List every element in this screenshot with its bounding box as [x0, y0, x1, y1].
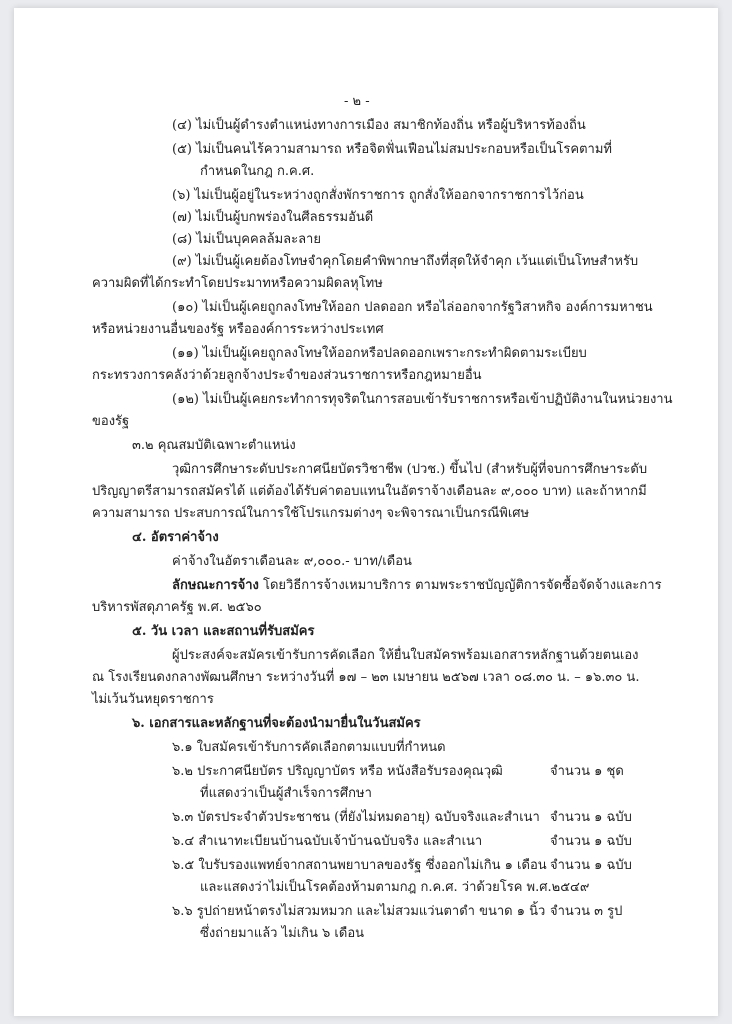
- qualification-11-cont: กระทรวงการคลังว่าด้วยลูกจ้างประจำของส่วนราชการหรือกฎหมายอื่น: [92, 368, 482, 383]
- qualification-12-cont: ของรัฐ: [92, 414, 130, 429]
- document-2-cont: ที่แสดงว่าเป็นผู้สำเร็จการศึกษา: [200, 786, 372, 801]
- qualification-9: (๙) ไม่เป็นผู้เคยต้องโทษจำคุกโดยคำพิพากษาถึงที่สุดให้จำคุก เว้นแต่เป็นโทษสำหรับ: [172, 254, 639, 269]
- employment-nature-cont: บริหารพัสดุภาครัฐ พ.ศ. ๒๕๖๐: [92, 600, 262, 615]
- specific-line-1: วุฒิการศึกษาระดับประกาศนียบัตรวิชาชีพ (ปวช.) ขึ้นไป (สำหรับผู้ที่จบการศึกษาระดับ: [172, 462, 648, 477]
- document-6-amount: จำนวน ๓ รูป: [550, 904, 623, 919]
- application-line-1: ผู้ประสงค์จะสมัครเข้ารับการคัดเลือก ให้ยื่นใบสมัครพร้อมเอกสารหลักฐานด้วยตนเอง: [172, 648, 639, 663]
- document-6: ๖.๖ รูปถ่ายหน้าตรงไม่สวมหมวก และไม่สวมแว่นตาดำ ขนาด ๑ นิ้ว: [172, 904, 546, 919]
- document-5-cont: และแสดงว่าไม่เป็นโรคต้องห้ามตามกฎ ก.ค.ศ. ว่าด้วยโรค พ.ศ.๒๕๔๙: [200, 880, 590, 895]
- page-number: - ๒ -: [344, 94, 370, 109]
- qualification-4: (๔) ไม่เป็นผู้ดำรงตำแหน่งทางการเมือง สมาชิกท้องถิ่น หรือผู้บริหารท้องถิ่น: [172, 118, 586, 133]
- qualification-6: (๖) ไม่เป็นผู้อยู่ในระหว่างถูกสั่งพักราชการ ถูกสั่งให้ออกจากราชการไว้ก่อน: [172, 188, 584, 203]
- qualification-10: (๑๐) ไม่เป็นผู้เคยถูกลงโทษให้ออก ปลดออก หรือไล่ออกจากรัฐวิสาหกิจ องค์การมหาชน: [172, 300, 653, 315]
- document-page: [14, 8, 718, 1016]
- employment-nature: [172, 578, 662, 594]
- document-4: ๖.๔ สำเนาทะเบียนบ้านฉบับเจ้าบ้านฉบับจริง และสำเนา: [172, 834, 483, 849]
- qualification-8: (๘) ไม่เป็นบุคคลล้มละลาย: [172, 232, 321, 247]
- document-2: ๖.๒ ประกาศนียบัตร ปริญญาบัตร หรือ หนังสือรับรองคุณวุฒิ: [172, 764, 503, 779]
- qualification-7: (๗) ไม่เป็นผู้บกพร่องในศีลธรรมอันดี: [172, 210, 374, 225]
- qualification-5-cont: กำหนดในกฎ ก.ค.ศ.: [200, 164, 315, 179]
- qualification-11: (๑๑) ไม่เป็นผู้เคยถูกลงโทษให้ออกหรือปลดออกเพราะกระทำผิดตามระเบียบ: [172, 346, 587, 361]
- employment-nature-label: ลักษณะการจ้าง: [172, 578, 259, 593]
- specific-line-2: ปริญญาตรีสามารถสมัครได้ แต่ต้องได้รับค่าตอบแทนในอัตราจ้างเดือนละ ๙,๐๐๐ บาท) และถ้าหากมี: [92, 484, 647, 499]
- qualification-10-cont: หรือหน่วยงานอื่นของรัฐ หรือองค์การระหว่างประเทศ: [92, 322, 384, 337]
- specific-heading: ๓.๒ คุณสมบัติเฉพาะตำแหน่ง: [132, 438, 296, 453]
- document-5: ๖.๕ ใบรับรองแพทย์จากสถานพยาบาลของรัฐ ซึ่งออกไม่เกิน ๑ เดือน: [172, 858, 547, 873]
- document-4-amount: จำนวน ๑ ฉบับ: [550, 834, 632, 849]
- document-1: ๖.๑ ใบสมัครเข้ารับการคัดเลือกตามแบบที่กำหนด: [172, 740, 446, 755]
- document-5-amount: จำนวน ๑ ฉบับ: [550, 858, 632, 873]
- qualification-9-cont: ความผิดที่ได้กระทำโดยประมาทหรือความผิดลหุโทษ: [92, 276, 383, 291]
- document-2-amount: จำนวน ๑ ชุด: [550, 764, 624, 779]
- application-line-2: ณ โรงเรียนดงกลางพัฒนศึกษา ระหว่างวันที่ ๑๗ – ๒๓ เมษายน ๒๕๖๗ เวลา ๐๘.๓๐ น. – ๑๖.๓๐ น.: [92, 670, 640, 685]
- documents-heading: ๖. เอกสารและหลักฐานที่จะต้องนำมายื่นในวันสมัคร: [132, 716, 421, 731]
- document-3-amount: จำนวน ๑ ฉบับ: [550, 810, 632, 825]
- wage-rate: ค่าจ้างในอัตราเดือนละ ๙,๐๐๐.- บาท/เดือน: [172, 554, 412, 569]
- qualification-5: (๕) ไม่เป็นคนไร้ความสามารถ หรือจิตฟั่นเฟือนไม่สมประกอบหรือเป็นโรคตามที่: [172, 142, 612, 157]
- application-line-3: ไม่เว้นวันหยุดราชการ: [92, 692, 214, 707]
- specific-line-3: ความสามารถ ประสบการณ์ในการใช้โปรแกรมต่างๆ จะพิจารณาเป็นกรณีพิเศษ: [92, 506, 530, 521]
- employment-nature-text: โดยวิธีการจ้างเหมาบริการ ตามพระราชบัญญัติการจัดซื้อจัดจ้างและการ: [258, 578, 662, 593]
- wage-heading: ๔. อัตราค่าจ้าง: [132, 530, 219, 545]
- application-heading: ๕. วัน เวลา และสถานที่รับสมัคร: [132, 624, 315, 639]
- document-3: ๖.๓ บัตรประจำตัวประชาชน (ที่ยังไม่หมดอายุ) ฉบับจริงและสำเนา: [172, 810, 540, 825]
- document-6-cont: ซึ่งถ่ายมาแล้ว ไม่เกิน ๖ เดือน: [200, 926, 365, 941]
- qualification-12: (๑๒) ไม่เป็นผู้เคยกระทำการทุจริตในการสอบเข้ารับราชการหรือเข้าปฏิบัติงานในหน่วยงาน: [172, 392, 673, 407]
